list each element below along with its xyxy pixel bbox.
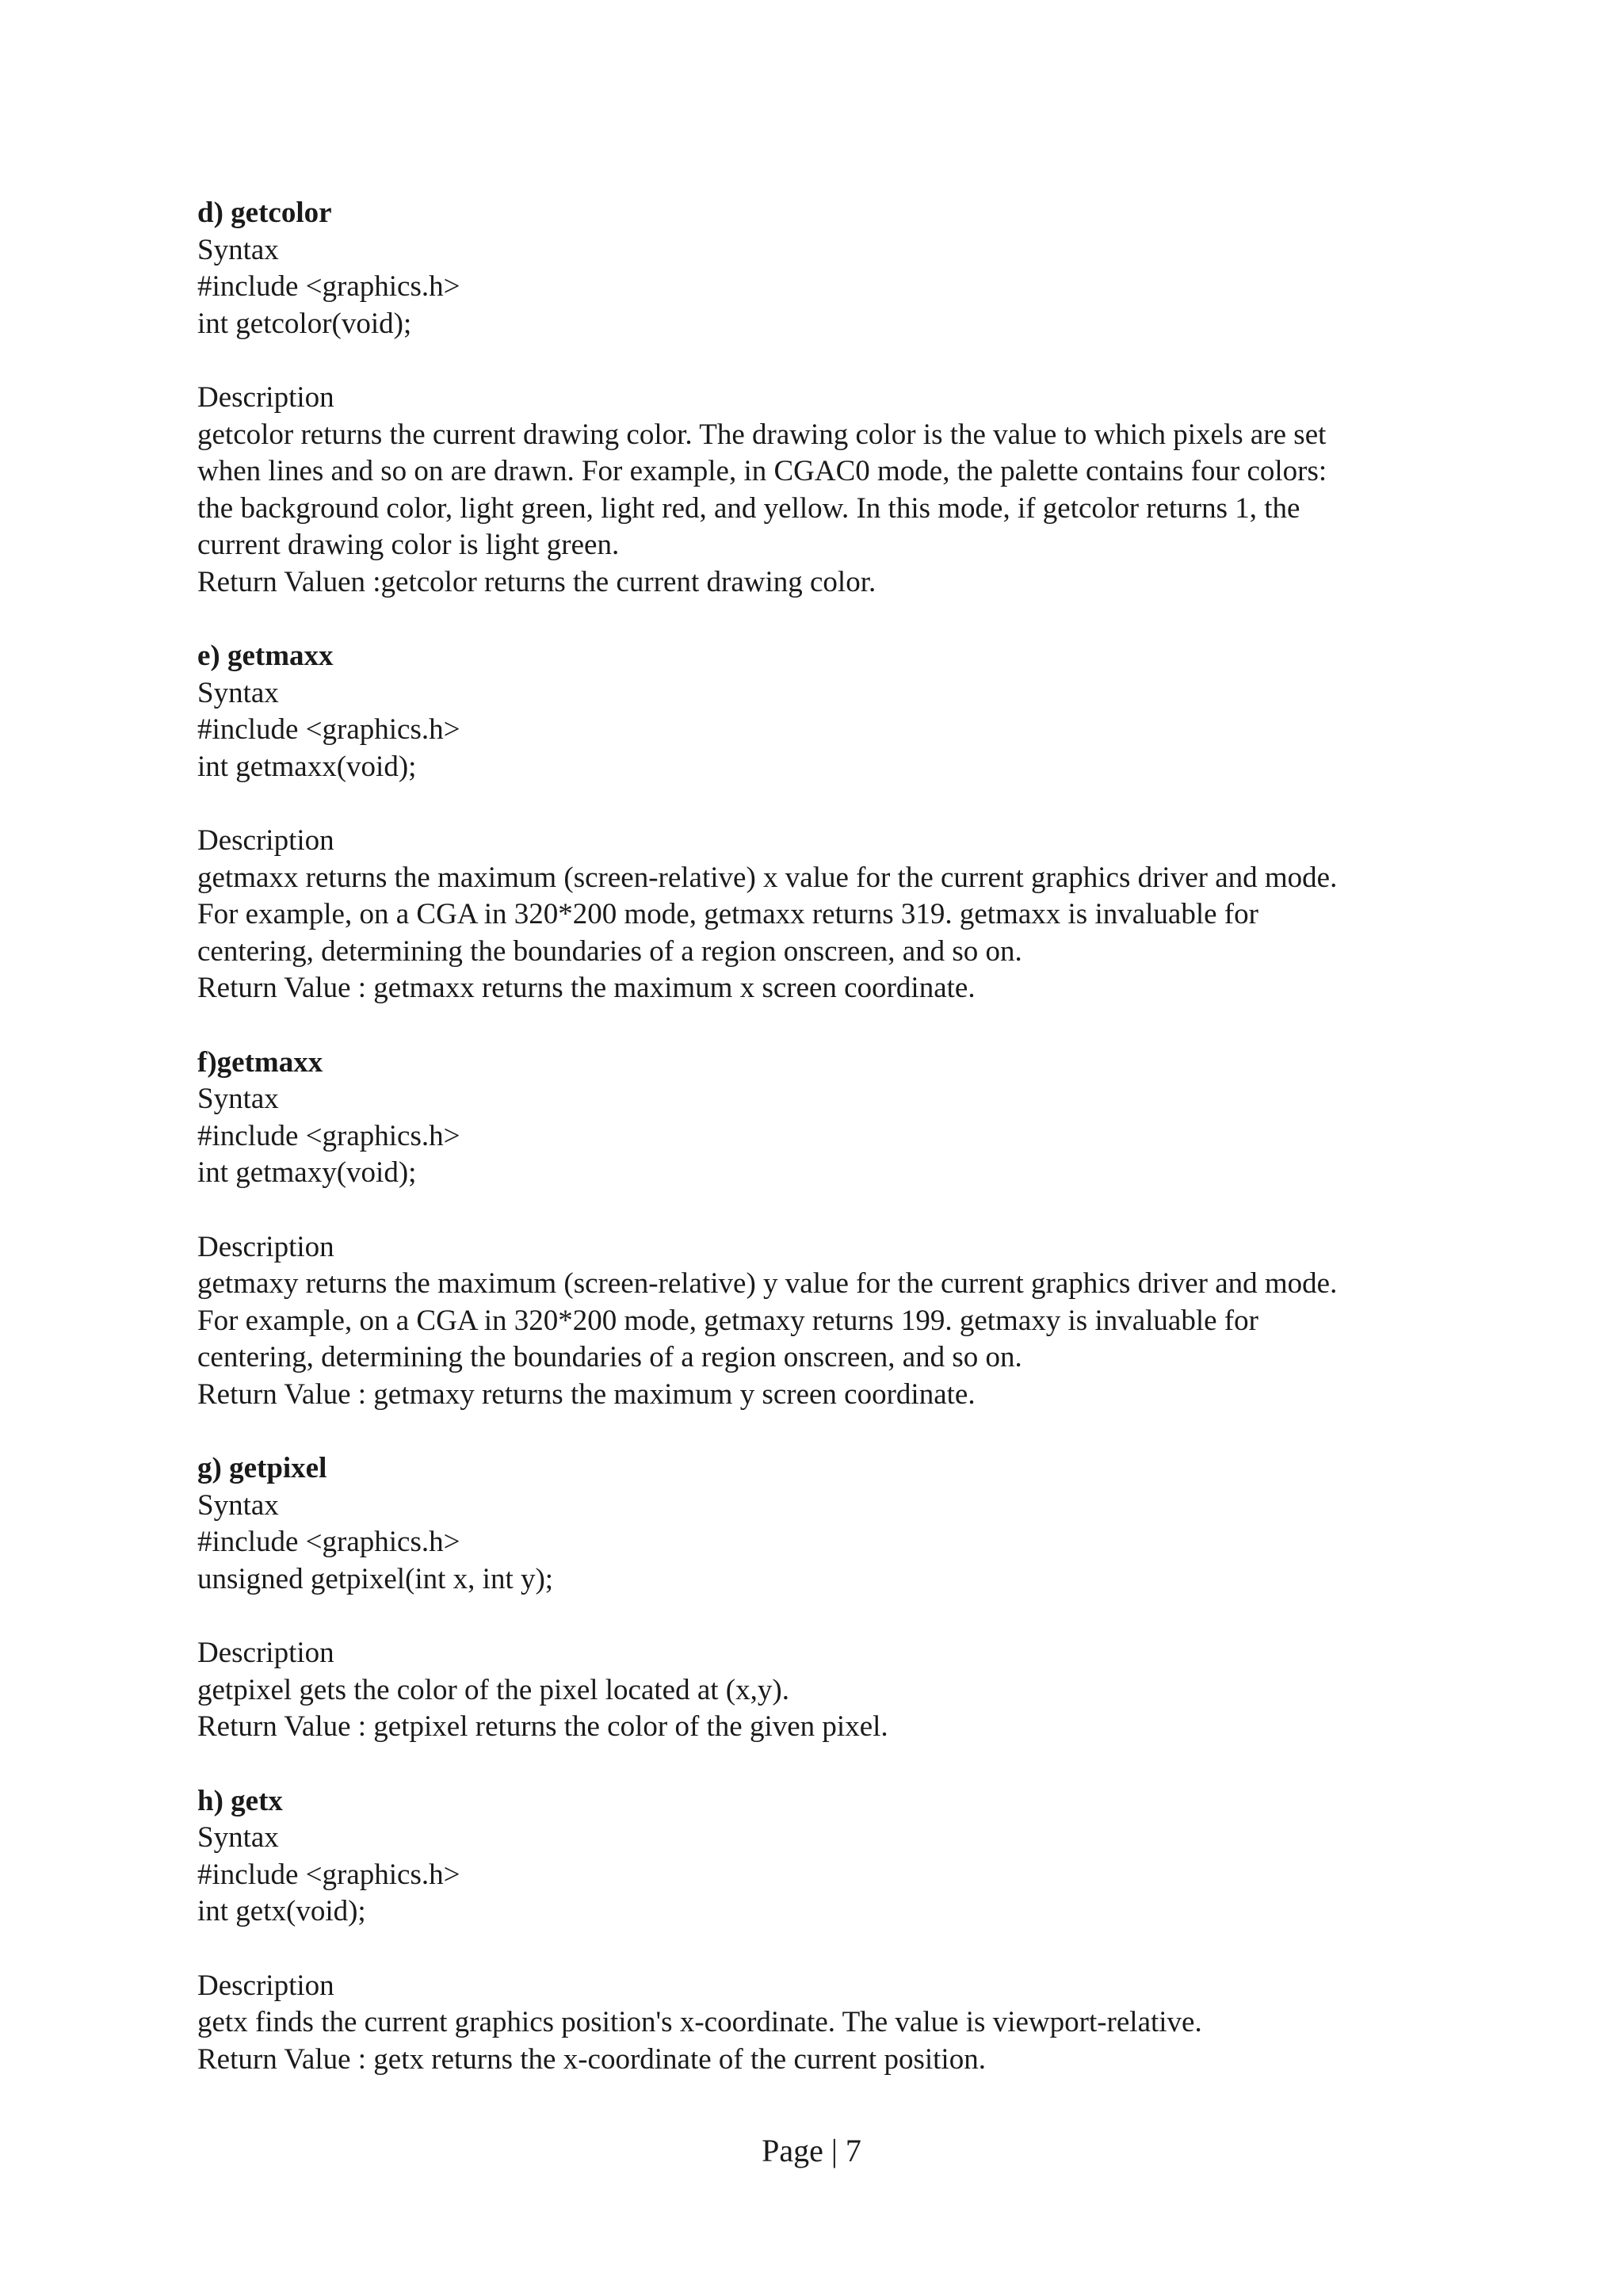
section-getcolor [197,195,1434,602]
return-value-line: Return Value : getx returns the x-coordinate of the current position. [197,2042,986,2076]
section-getpixel [197,1450,1434,1746]
description-line: For example, on a CGA in 320*200 mode, getmaxy returns 199. getmaxy is invaluable for [197,1304,1258,1337]
syntax-line: #include <graphics.h> [197,1526,460,1559]
section-heading: g) getpixel [197,1452,327,1485]
description-label: Description [197,380,334,414]
description-line: current drawing color is light green. [197,529,620,562]
page-number: Page | 7 [762,2133,861,2168]
description-line: getpixel gets the color of the pixel located at (x,y). [197,1673,789,1706]
section-heading: d) getcolor [197,197,332,229]
page-footer [0,2132,1623,2170]
syntax-line: int getcolor(void); [197,307,412,340]
description-line: getmaxx returns the maximum (screen-relative) x value for the current graphics driver and mode. [197,861,1338,894]
syntax-line: #include <graphics.h> [197,713,460,747]
section-heading: h) getx [197,1784,283,1817]
syntax-label: Syntax [197,1488,279,1522]
section-getmaxx [197,638,1434,1007]
spacer [197,1599,1434,1636]
section-getx [197,1783,1434,2079]
syntax-line: int getmaxx(void); [197,750,417,783]
description-line: when lines and so on are drawn. For example, in CGAC0 mode, the palette contains four colors: [197,455,1327,488]
page-content [197,195,1434,2115]
spacer [197,1931,1434,1968]
description-label: Description [197,1637,334,1670]
description-line: getcolor returns the current drawing color. The drawing color is the value to which pixels are set [197,418,1327,451]
spacer [197,786,1434,823]
spacer [197,1192,1434,1229]
description-line: getmaxy returns the maximum (screen-relative) y value for the current graphics driver and mode. [197,1267,1338,1301]
return-value-line: Return Value : getpixel returns the color of the given pixel. [197,1710,888,1744]
syntax-line: #include <graphics.h> [197,1858,460,1891]
return-value-line: Return Value : getmaxy returns the maximum y screen coordinate. [197,1378,976,1411]
description-label: Description [197,824,334,858]
description-label: Description [197,1969,334,2002]
description-line: the background color, light green, light red, and yellow. In this mode, if getcolor returns 1, the [197,491,1300,525]
syntax-line: #include <graphics.h> [197,1119,460,1152]
description-label: Description [197,1230,334,1263]
syntax-label: Syntax [197,676,279,709]
section-getmaxy [197,1045,1434,1414]
description-line: For example, on a CGA in 320*200 mode, getmaxx returns 319. getmaxx is invaluable for [197,898,1258,931]
syntax-label: Syntax [197,233,279,266]
return-value-line: Return Valuen :getcolor returns the current drawing color. [197,565,876,598]
syntax-line: int getmaxy(void); [197,1156,417,1190]
description-line: centering, determining the boundaries of a region onscreen, and so on. [197,934,1022,968]
syntax-line: #include <graphics.h> [197,270,460,304]
section-heading: f)getmaxx [197,1045,323,1079]
syntax-line: unsigned getpixel(int x, int y); [197,1562,554,1595]
syntax-label: Syntax [197,1083,279,1116]
spacer [197,342,1434,380]
description-line: getx finds the current graphics position's x-coordinate. The value is viewport-relative. [197,2006,1202,2039]
description-line: centering, determining the boundaries of a region onscreen, and so on. [197,1341,1022,1374]
return-value-line: Return Value : getmaxx returns the maximum x screen coordinate. [197,972,976,1005]
syntax-label: Syntax [197,1821,279,1855]
syntax-line: int getx(void); [197,1895,366,1928]
section-heading: e) getmaxx [197,640,334,673]
